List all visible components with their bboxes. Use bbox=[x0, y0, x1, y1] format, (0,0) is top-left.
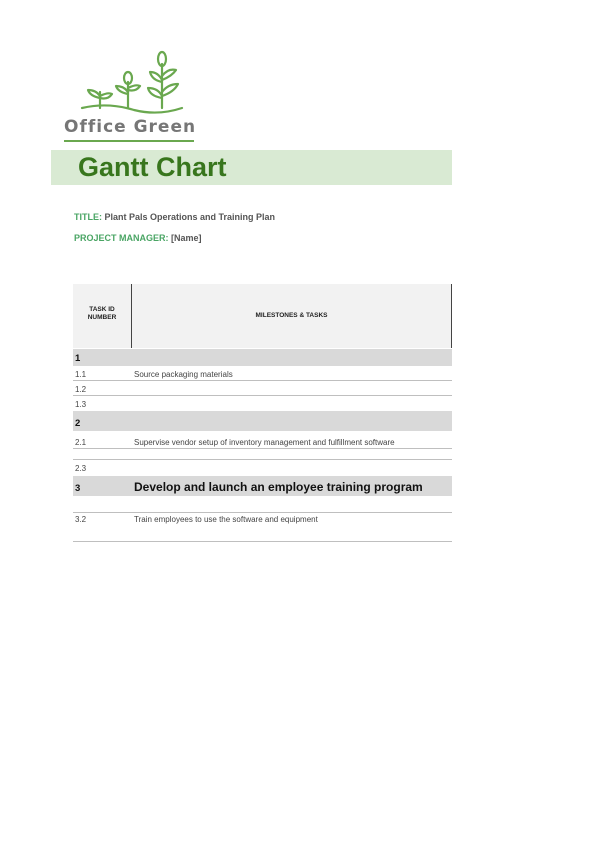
task-row bbox=[73, 526, 452, 542]
task-name: Develop and launch an employee training program bbox=[134, 480, 423, 494]
task-id-header-line2: NUMBER bbox=[87, 314, 117, 321]
milestone-row bbox=[73, 411, 452, 431]
task-row bbox=[73, 460, 452, 474]
office-green-logo bbox=[64, 50, 204, 142]
pm-label: PROJECT MANAGER: bbox=[74, 233, 169, 243]
plant-sprouts-icon bbox=[78, 50, 188, 114]
task-name: Train employees to use the software and equipment bbox=[134, 515, 318, 524]
task-row bbox=[73, 367, 452, 381]
milestone-row bbox=[73, 349, 452, 366]
task-row bbox=[73, 513, 452, 525]
pm-value: [Name] bbox=[171, 233, 202, 243]
task-id: 2 bbox=[75, 418, 81, 429]
task-id-header-line1: TASK ID bbox=[89, 306, 115, 313]
task-name: Supervise vendor setup of inventory management and fulfillment software bbox=[134, 438, 395, 447]
milestones-header-label: MILESTONES & TASKS bbox=[255, 312, 328, 319]
task-id: 1.2 bbox=[75, 385, 87, 394]
task-id: 1.3 bbox=[75, 400, 87, 409]
task-id: 1.1 bbox=[75, 370, 87, 379]
task-row bbox=[73, 497, 452, 513]
project-manager-line bbox=[74, 233, 202, 243]
task-id: 2.1 bbox=[75, 438, 87, 447]
title-label: TITLE: bbox=[74, 212, 102, 222]
task-row bbox=[73, 432, 452, 449]
column-header-task-id bbox=[73, 284, 132, 348]
brand-name: Office Green bbox=[64, 117, 197, 137]
task-row bbox=[73, 396, 452, 410]
brand-underline bbox=[64, 140, 194, 142]
title-banner bbox=[51, 150, 452, 185]
project-title-line bbox=[74, 212, 275, 222]
milestone-row bbox=[73, 476, 452, 496]
task-id: 1 bbox=[75, 353, 81, 364]
task-row bbox=[73, 381, 452, 396]
task-id: 2.3 bbox=[75, 464, 87, 473]
title-value: Plant Pals Operations and Training Plan bbox=[104, 212, 276, 222]
task-id: 3 bbox=[75, 483, 81, 494]
task-name: Source packaging materials bbox=[134, 370, 233, 379]
column-header-milestones bbox=[132, 284, 452, 348]
task-id: 3.2 bbox=[75, 515, 87, 524]
page-title: Gantt Chart bbox=[78, 152, 227, 182]
task-row bbox=[73, 449, 452, 460]
